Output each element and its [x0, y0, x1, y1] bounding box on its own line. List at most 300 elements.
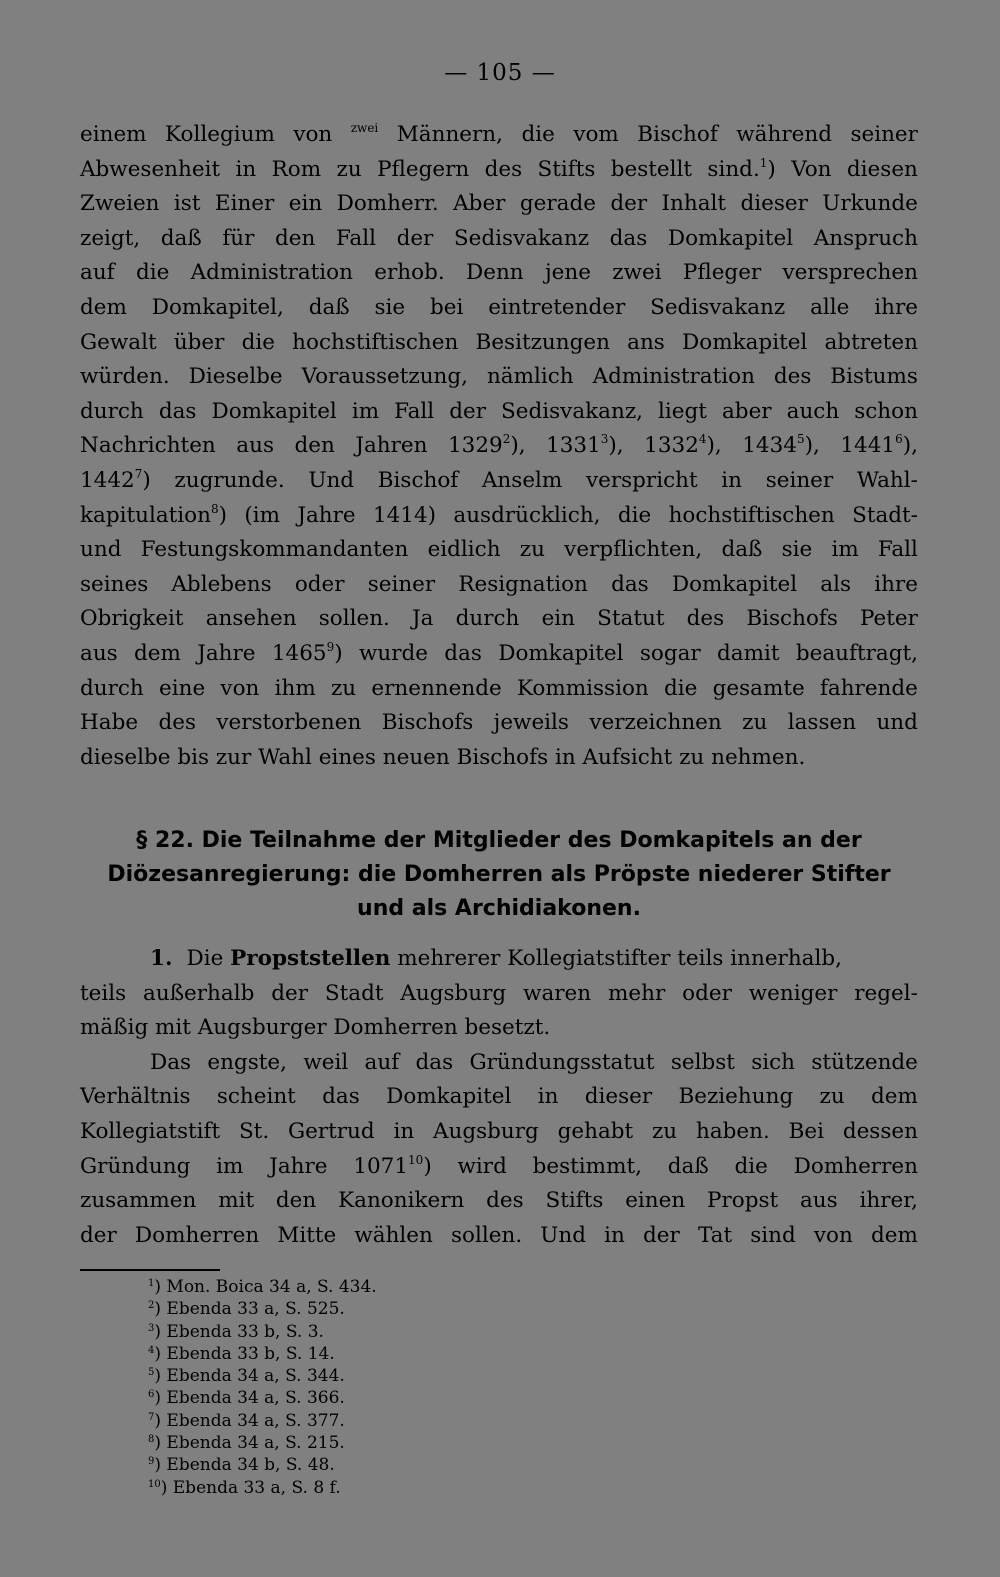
word: Ablebens [171, 571, 272, 597]
word: ernennende [371, 675, 502, 701]
word: Fall [877, 537, 918, 563]
word-group [80, 1219, 117, 1254]
footnote-text: ) Ebenda 33 a, S. 8 f. [160, 1477, 341, 1498]
word-group [820, 568, 851, 603]
word-group [80, 1080, 191, 1115]
word-group [136, 256, 169, 291]
word: Dieselbe [188, 364, 283, 390]
word: zwei [612, 260, 662, 286]
word-group [796, 637, 918, 672]
word: 1329 [447, 433, 503, 459]
word-group [487, 360, 574, 395]
word: der [610, 191, 648, 217]
word-group [325, 977, 384, 1012]
footnote-text: ) Ebenda 33 b, S. 14. [154, 1343, 335, 1364]
word-group [244, 499, 280, 534]
word-group [336, 222, 376, 257]
word-group [143, 977, 254, 1012]
word-group [378, 464, 459, 499]
word-group [393, 1115, 414, 1150]
word: eine [159, 675, 206, 701]
word-group [359, 637, 428, 672]
word-group [860, 1184, 918, 1219]
word-group [354, 1219, 433, 1254]
word-group [337, 187, 439, 222]
footnote-7 [148, 1410, 377, 1432]
footnote-9 [148, 1454, 377, 1476]
footnote-text: ) Ebenda 34 a, S. 366. [154, 1388, 345, 1409]
word: beauftragt, [795, 640, 918, 666]
word: zu [651, 1118, 678, 1144]
word: im [831, 537, 859, 563]
word-group [611, 568, 649, 603]
word: Kollegium [165, 122, 275, 147]
word-group [672, 568, 797, 603]
word: verzeichnen [589, 710, 722, 736]
paragraph-3 [80, 1046, 918, 1254]
word-group [371, 672, 501, 707]
word-group [294, 429, 334, 464]
word: im [216, 1153, 244, 1179]
paragraph-1-line-3 [80, 187, 918, 222]
word: Rom [271, 156, 322, 182]
word-group [235, 153, 256, 188]
word-group [449, 395, 486, 430]
paragraph-1-line-5 [80, 256, 918, 291]
word-group [80, 153, 220, 188]
word-group [174, 464, 284, 499]
word: seiner [765, 467, 834, 493]
word: ) [218, 502, 228, 528]
word-group [774, 360, 812, 395]
word: erhob. [374, 260, 445, 286]
word-group [608, 977, 665, 1012]
word: die [617, 502, 652, 528]
word: daß [308, 294, 350, 320]
word-group [707, 1184, 778, 1219]
word-group [80, 256, 115, 291]
footnote-mark: 3 [148, 1322, 155, 1334]
word: Habe [80, 710, 139, 736]
word-group [453, 187, 505, 222]
word-group [722, 395, 772, 430]
word-group [671, 1046, 735, 1081]
footnote-4 [148, 1343, 377, 1365]
paragraph-1-line-19 [80, 741, 918, 776]
word-group [469, 1046, 654, 1081]
word-group [400, 977, 506, 1012]
word-group [740, 187, 807, 222]
footnote-ref: 9 [326, 639, 335, 654]
footnote-text: ) Mon. Boica 34 a, S. 434. [154, 1277, 377, 1297]
word: einem [80, 122, 147, 147]
word: die [135, 260, 170, 286]
word-group [488, 291, 625, 326]
word: Einer [214, 191, 275, 217]
word-group [878, 533, 918, 568]
word: die [664, 675, 698, 701]
word-group [521, 118, 554, 153]
word: ), [608, 433, 624, 459]
word-group [612, 256, 661, 291]
word-group [293, 118, 332, 153]
word-group [80, 395, 144, 430]
word: hochstiftischen [292, 329, 459, 355]
word-group [766, 464, 833, 499]
word-group [874, 291, 918, 326]
word-group [382, 706, 474, 741]
word-group [820, 1080, 845, 1115]
word: die [241, 329, 275, 355]
word: würden. [80, 364, 170, 390]
word-group [80, 187, 160, 222]
word: sollen. [451, 1222, 523, 1248]
word-group [337, 153, 362, 188]
word: sich [751, 1049, 796, 1075]
word-group [523, 977, 591, 1012]
word: aus [799, 1188, 838, 1214]
paragraph-1-line-15 [80, 602, 918, 637]
footnote-mark: 5 [148, 1367, 155, 1379]
footnote-1 [148, 1276, 377, 1298]
word-group [545, 256, 591, 291]
word-group [80, 326, 157, 361]
word: 1414) [372, 502, 437, 528]
word: Pfleger [682, 260, 762, 286]
word: Augsburg [400, 980, 507, 1006]
word: ihre [874, 294, 918, 320]
paragraph-1-line-6 [80, 291, 918, 326]
word-group [275, 672, 316, 707]
footnote-3 [148, 1321, 377, 1343]
word-group [451, 1219, 522, 1254]
word: verpflichten, [564, 537, 703, 563]
word-group [604, 1219, 625, 1254]
word: Bischof [377, 467, 459, 493]
footnote-text: ) Ebenda 33 b, S. 3. [154, 1321, 324, 1342]
word: ihm [274, 675, 316, 701]
word-group [222, 222, 254, 257]
word-group [721, 464, 742, 499]
paragraph-3-line-2 [80, 1080, 918, 1115]
word-group [302, 360, 469, 395]
word: Stifts [545, 1188, 604, 1214]
word: Von [791, 156, 832, 182]
footnote-ref: 3 [600, 432, 609, 447]
word-group [546, 429, 624, 464]
word: ) [334, 640, 343, 666]
word-group [271, 977, 308, 1012]
word: dem [134, 640, 181, 666]
word-group [365, 1046, 400, 1081]
word: seines [80, 571, 149, 597]
footnote-ref: zwei [350, 121, 379, 135]
word-group [586, 464, 698, 499]
word: scheint [216, 1084, 296, 1110]
word-group [520, 533, 545, 568]
word: schon [854, 398, 918, 424]
word-group [80, 291, 127, 326]
word-group [386, 1080, 511, 1115]
word: eintretender [488, 294, 626, 320]
word-group [158, 706, 196, 741]
word-group [159, 672, 205, 707]
word-group [331, 672, 356, 707]
word-group [627, 326, 665, 361]
word: daß [667, 1153, 709, 1179]
paragraph-1-line-8 [80, 360, 918, 395]
word: von [293, 122, 333, 147]
footnote-mark: 4 [148, 1344, 155, 1356]
word-group [787, 395, 840, 430]
word-group [80, 1184, 196, 1219]
word: bestimmt, [532, 1153, 642, 1179]
word: Ja [412, 606, 434, 632]
paragraph-1-line-18 [80, 706, 918, 741]
word-group [847, 153, 918, 188]
word: fahrende [819, 675, 918, 701]
word: St. [238, 1118, 270, 1144]
footnote-text: ) Ebenda 34 b, S. 48. [154, 1455, 335, 1476]
word: Administration [592, 364, 755, 390]
paragraph-2-line-2 [80, 1011, 918, 1046]
word: Domkapitel [682, 329, 808, 355]
word-group [242, 326, 275, 361]
word: ), [510, 433, 526, 459]
word-group [454, 222, 589, 257]
word: Bischofs [381, 710, 474, 736]
word: wurde [358, 640, 428, 666]
word: zu [742, 710, 768, 736]
word-group [272, 637, 343, 672]
word: sind. [707, 156, 760, 182]
word-group [292, 326, 458, 361]
word-group [871, 1080, 918, 1115]
word-group [860, 602, 918, 637]
word-group [236, 429, 274, 464]
paragraph-1-line-7 [80, 326, 918, 361]
word-group [351, 118, 379, 153]
word: verstorbenen [216, 710, 362, 736]
word: weniger [748, 980, 838, 1006]
word-group [664, 672, 697, 707]
word-group [668, 222, 793, 257]
paragraph-2-line-1 [80, 942, 918, 977]
word: (im [244, 502, 280, 528]
word: des [686, 606, 725, 632]
word: wird [457, 1153, 507, 1179]
word: ) [423, 1153, 432, 1179]
word: Gründungsstatut [469, 1049, 655, 1075]
word-group [355, 429, 427, 464]
word-group [597, 602, 664, 637]
word: gesamte [712, 675, 805, 701]
word: selbst [670, 1049, 735, 1075]
paragraph-1-line-9 [80, 395, 918, 430]
footnote-mark: 8 [148, 1434, 155, 1446]
word-group [373, 499, 436, 534]
word-group [610, 222, 648, 257]
word: in [537, 1084, 559, 1110]
word-group [538, 1080, 559, 1115]
word: Mitte [277, 1222, 337, 1248]
footnote-mark: 1 [148, 1278, 155, 1289]
word: kapitulation [80, 502, 211, 528]
word-group [682, 326, 807, 361]
word: hochstiftischen [668, 502, 835, 528]
word: den [275, 225, 316, 251]
text-segment: mäßig mit Augsburger Domherren besetzt. [80, 1015, 551, 1041]
word: die [521, 122, 555, 147]
word: 1071 [353, 1153, 409, 1179]
word-group [589, 706, 721, 741]
footnote-text: ) Ebenda 34 a, S. 344. [154, 1366, 345, 1387]
word: jeweils [493, 710, 569, 736]
word: Domkapitel [211, 398, 337, 424]
word: 1332 [644, 433, 699, 459]
paragraph-1-line-14 [80, 568, 918, 603]
word-group [80, 499, 227, 534]
word: Tat [697, 1222, 733, 1248]
word-group [269, 1150, 327, 1185]
word-group [643, 1219, 680, 1254]
word: vom [573, 122, 619, 147]
word: zeigt, [80, 225, 141, 251]
word-group [854, 395, 918, 430]
word: dessen [842, 1118, 918, 1144]
word: als [820, 571, 852, 597]
footnote-ref: 2 [502, 432, 511, 447]
word-group [822, 187, 918, 222]
word: Fall [394, 398, 435, 424]
word: von [813, 1222, 853, 1248]
word-group [625, 1184, 685, 1219]
word-group [453, 499, 600, 534]
word-group [428, 533, 501, 568]
word: zusammen [80, 1188, 197, 1214]
word-group [80, 533, 121, 568]
word-group [295, 568, 345, 603]
word-group [412, 602, 433, 637]
word-group [811, 1046, 918, 1081]
word: Bischofs [746, 606, 838, 632]
word-group [80, 637, 118, 672]
word: Abwesenheit [80, 156, 221, 182]
word: Besitzungen [475, 329, 610, 355]
word-group [742, 706, 767, 741]
word: Bischof [637, 122, 718, 147]
word-group [662, 187, 727, 222]
word: diesen [846, 156, 918, 182]
word: außerhalb [143, 980, 255, 1006]
word: 1442 [80, 467, 135, 493]
word-group [668, 1150, 709, 1185]
word-group [218, 1184, 254, 1219]
word-group [297, 499, 355, 534]
word: Jahre [197, 640, 256, 666]
paragraph-2-line-1-rest: mehrerer Kollegiatstifter teils innerhalb, [390, 946, 842, 971]
word: in [235, 156, 257, 182]
paragraph-3-line-6 [80, 1219, 918, 1254]
word: des [773, 364, 812, 390]
word: von [220, 675, 260, 701]
word: oder [294, 571, 345, 597]
word-group [857, 464, 918, 499]
word: zugrunde. [174, 467, 285, 493]
word-group [682, 977, 732, 1012]
word: dem [870, 1222, 918, 1248]
word-group [80, 360, 170, 395]
footnote-ref: 1 [759, 155, 768, 170]
word: Jahren [355, 433, 428, 459]
word: Festungskommandanten [140, 537, 409, 563]
word-group [277, 1219, 336, 1254]
word-group [458, 1150, 507, 1185]
word-group [687, 602, 725, 637]
word-group [80, 706, 138, 741]
paragraph-2-line-1 [80, 977, 918, 1012]
word: Urkunde [822, 191, 918, 217]
word-group [375, 291, 406, 326]
word-group [80, 1115, 220, 1150]
word-group [308, 464, 354, 499]
paragraph-2-bold-term: Propststellen [230, 946, 391, 971]
footnote-text: ) Ebenda 34 a, S. 215. [154, 1433, 345, 1454]
word-group [161, 222, 202, 257]
word-group [713, 672, 805, 707]
word: Stadt [324, 980, 384, 1006]
word: ist [173, 191, 201, 217]
word: weil [303, 1049, 349, 1075]
word: 1465 [271, 640, 327, 666]
word: in [393, 1118, 415, 1144]
word-group [374, 256, 444, 291]
word: haben. [695, 1118, 770, 1144]
footnote-ref: 4 [698, 432, 707, 447]
word-group [338, 1184, 464, 1219]
word: ihre [874, 571, 918, 597]
word: wählen [354, 1222, 433, 1248]
word-group [80, 568, 148, 603]
word-group [736, 118, 832, 153]
word-group [749, 977, 838, 1012]
footnote-2 [148, 1298, 377, 1320]
word: nämlich [486, 364, 574, 390]
word: Gertrud [287, 1118, 375, 1144]
word: Fall [335, 225, 376, 251]
word-group [466, 256, 524, 291]
word-group [135, 1219, 259, 1254]
word-group [141, 533, 409, 568]
word: Statut [597, 606, 665, 632]
word: der [396, 225, 434, 251]
word: sollen. [318, 606, 390, 632]
footnotes [148, 1276, 377, 1499]
word: gehabt [557, 1118, 634, 1144]
word-group [538, 153, 596, 188]
word: während [736, 122, 832, 147]
word-group [698, 1219, 732, 1254]
word: der [80, 1222, 117, 1248]
word-group [134, 637, 181, 672]
word-group [216, 706, 361, 741]
word-group [644, 429, 722, 464]
word: Pflegern [377, 156, 470, 182]
word-group [80, 672, 144, 707]
word-group [501, 395, 643, 430]
word: Resignation [458, 571, 588, 597]
word-group [352, 395, 379, 430]
